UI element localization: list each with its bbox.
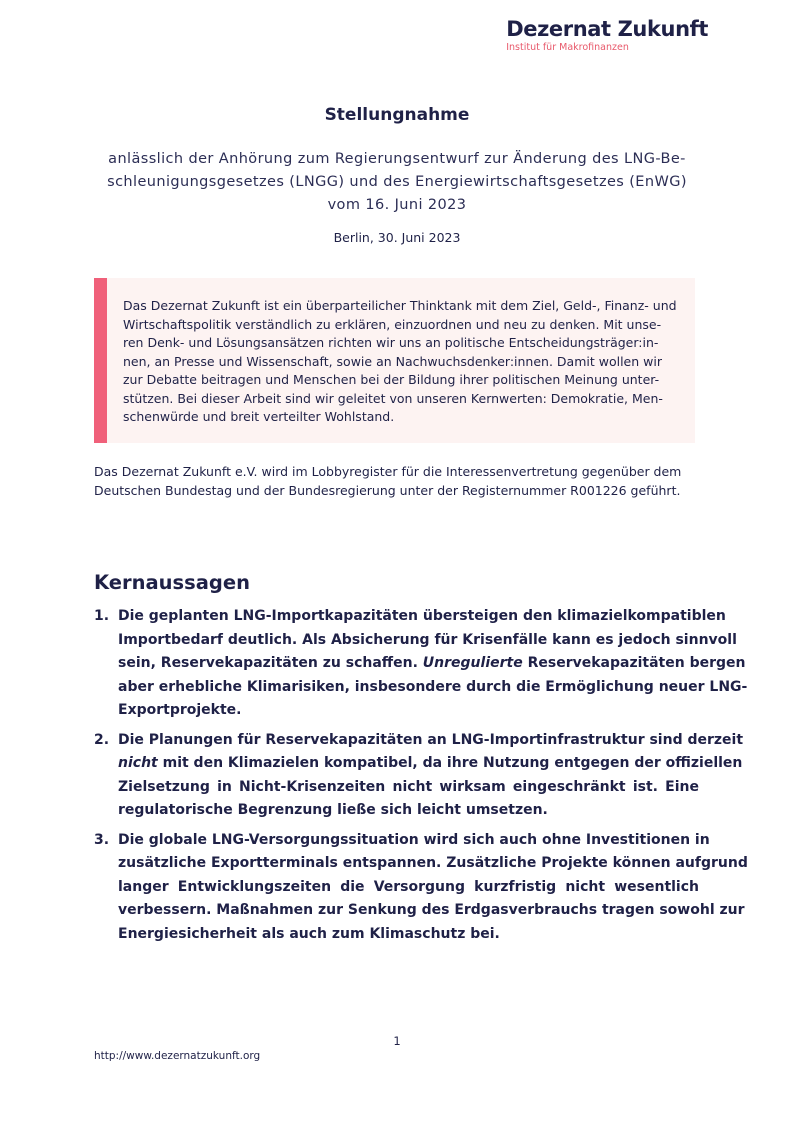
dateline: Berlin, 30. Juni 2023 [333, 230, 461, 245]
list-item-line: langer Entwicklungszeiten die Versorgung kurzfristig nicht wesentlich [118, 878, 699, 895]
list-item [94, 829, 748, 947]
text-run: sein, Reservekapazitäten zu schaffen. [118, 655, 423, 671]
subtitle-line: anlässlich der Anhörung zum Regierungsentwurf zur Änderung des LNG-Be- [108, 151, 686, 167]
subtitle-line: schleunigungsgesetzes (LNGG) und des Energiewirtschaftsgesetzes (EnWG) [107, 174, 687, 190]
logo-wordmark: Dezernat Zukunft [506, 17, 708, 41]
list-item-number: 1. [94, 608, 110, 624]
list-item-line [118, 752, 743, 776]
list-item-line: Importbedarf deutlich. Als Absicherung für Krisenfälle kann es jedoch sinnvoll [118, 631, 737, 648]
register-line: Deutschen Bundestag und der Bundesregierung unter der Registernummer R001226 geführt. [94, 483, 681, 498]
list-item-line: aber erhebliche Klimarisiken, insbesondere durch die Ermöglichung neuer LNG- [118, 678, 748, 695]
logo-tagline: Institut für Makrofinanzen [506, 42, 629, 53]
logo [506, 17, 708, 54]
emphasis-text: Unregulierte [422, 655, 523, 671]
list-item-line: Die geplanten LNG-Importkapazitäten übersteigen den klimazielkompatiblen [118, 608, 726, 624]
list-item-line: Zielsetzung in Nicht-Krisenzeiten nicht wirksam eingeschränkt ist. Eine [118, 778, 699, 795]
text-run: Reservekapazitäten bergen [522, 655, 746, 671]
list-item-number: 2. [94, 731, 110, 748]
list-item-line [118, 652, 746, 676]
list-item-line: regulatorische Begrenzung ließe sich leicht umsetzen. [118, 802, 548, 818]
list-item [94, 605, 748, 723]
list-item-line: verbessern. Maßnahmen zur Senkung des Erdgasverbrauchs tragen sowohl zur [118, 902, 745, 918]
infobox-line: schenwürde und breit verteilter Wohlstand. [123, 409, 395, 424]
list-item [94, 729, 744, 823]
list-item-line: Exportprojekte. [118, 702, 242, 718]
footer-url-link[interactable]: http://www.dezernatzukunft.org [94, 1050, 261, 1062]
list-item-number: 3. [94, 831, 110, 848]
register-line: Das Dezernat Zukunft e.V. wird im Lobbyregister für die Interessenvertretung gegenüber dem [94, 464, 682, 479]
infobox-line: Wirtschaftspolitik verständlich zu erklären, einzuordnen und neu zu denken. Mit unse- [123, 316, 662, 332]
document-subtitle [90, 148, 704, 217]
infobox-line: stützen. Bei dieser Arbeit sind wir geleitet von unseren Kernwerten: Demokratie, Men- [123, 390, 663, 406]
list-item-line: zusätzliche Exportterminals entspannen. Zusätzliche Projekte können aufgrund [118, 855, 748, 871]
infobox-accent-bar [94, 278, 107, 443]
subtitle-line: vom 16. Juni 2023 [327, 197, 467, 213]
emphasis-text: nicht [118, 755, 158, 771]
about-infobox [94, 278, 695, 443]
infobox-line: ren Denk- und Lösungsansätzen richten wir uns an politische Entscheidungsträger:in- [123, 335, 659, 350]
kernaussagen-list [94, 605, 748, 952]
infobox-text [123, 297, 677, 427]
register-note [94, 462, 704, 500]
infobox-line: zur Debatte beitragen und Menschen bei der Bildung ihrer politischen Meinung unter- [123, 372, 660, 387]
text-run: mit den Klimazielen kompatibel, da ihre Nutzung entgegen der offiziellen [157, 755, 743, 771]
list-item-line: Die Planungen für Reservekapazitäten an LNG-Importinfrastruktur sind derzeit [118, 731, 744, 748]
page-number: 1 [393, 1034, 401, 1048]
section-heading-kernaussagen: Kernaussagen [94, 571, 250, 594]
list-item-line: Energiesicherheit als auch zum Klimaschutz bei. [118, 925, 500, 942]
list-item-line: Die globale LNG-Versorgungssituation wird sich auch ohne Investitionen in [118, 831, 710, 848]
document-title: Stellungnahme [324, 105, 470, 125]
infobox-line: nen, an Presse und Wissenschaft, sowie an Nachwuchsdenker:innen. Damit wollen wir [123, 353, 662, 369]
infobox-line: Das Dezernat Zukunft ist ein überparteilicher Thinktank mit dem Ziel, Geld-, Finanz- und [123, 298, 677, 313]
